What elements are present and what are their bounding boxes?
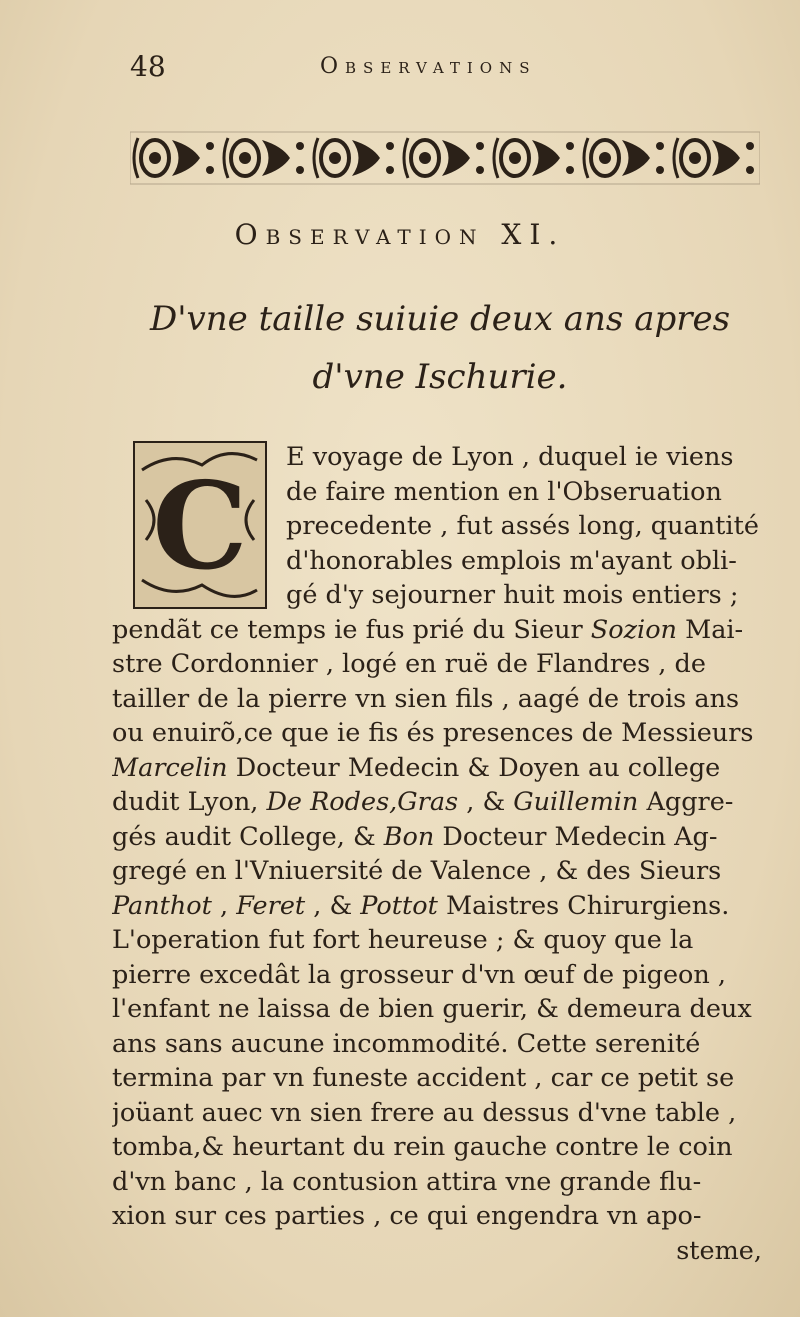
text-line: ans sans aucune incommodité. Cette serenité bbox=[112, 1028, 701, 1059]
text-line: ou enuirõ,ce que ie fis és presences de Messieurs bbox=[112, 718, 754, 748]
text-line: precedente , fut assés long, quantité bbox=[286, 511, 759, 541]
text-line: Marcelin Docteur Medecin & Doyen au college bbox=[112, 752, 721, 783]
text-line: pierre excedât la grosseur d'vn œuf de pigeon , bbox=[112, 959, 727, 990]
subtitle-line-2: d'vne Ischurie. bbox=[312, 357, 568, 397]
text-line: gé d'y sejourner huit mois entiers ; bbox=[286, 580, 739, 610]
text-line: stre Cordonnier , logé en ruë de Flandres , de bbox=[112, 649, 706, 679]
floral-headband-ornament bbox=[130, 128, 760, 188]
text-line: L'operation fut fort heureuse ; & quoy que la bbox=[112, 925, 694, 955]
text-line: d'honorables emplois m'ayant obli- bbox=[286, 545, 737, 576]
body-text bbox=[112, 440, 762, 1268]
running-head bbox=[130, 48, 740, 88]
text-line: pendãt ce temps ie fus prié du Sieur Sozion Mai- bbox=[112, 614, 744, 645]
observation-heading: Observation XI. bbox=[234, 218, 566, 251]
text-line: tailler de la pierre vn sien fils , aagé de trois ans bbox=[112, 683, 740, 714]
text-line: E voyage de Lyon , duquel ie viens bbox=[286, 442, 734, 472]
text-line: steme, bbox=[676, 1235, 762, 1266]
text-line: joüant auec vn sien frere au dessus d'vne table , bbox=[112, 1097, 737, 1128]
text-line: termina par vn funeste accident , car ce petit se bbox=[112, 1063, 735, 1093]
drop-cap-letter: C bbox=[152, 456, 248, 597]
text-line: gés audit College, & Bon Docteur Medecin Ag- bbox=[112, 821, 718, 852]
page-number: 48 bbox=[130, 50, 166, 83]
text-line: Panthot , Feret , & Pottot Maistres Chirurgiens. bbox=[112, 890, 730, 921]
running-title: Observations bbox=[320, 54, 537, 79]
subtitle-line-1: D'vne taille suiuie deux ans apres bbox=[149, 299, 731, 339]
text-line: gregé en l'Vniuersité de Valence , & des Sieurs bbox=[112, 856, 722, 886]
text-line: d'vn banc , la contusion attira vne grande flu- bbox=[112, 1166, 702, 1197]
text-line: xion sur ces parties , ce qui engendra vn apo- bbox=[112, 1201, 702, 1231]
text-line: l'enfant ne laissa de bien guerir, & demeura deux bbox=[112, 994, 752, 1024]
text-line: dudit Lyon, De Rodes,Gras , & Guillemin Aggre- bbox=[112, 787, 734, 817]
text-line: tomba,& heurtant du rein gauche contre le coin bbox=[112, 1132, 733, 1162]
text-line: de faire mention en l'Obseruation bbox=[286, 476, 722, 507]
observation-subtitle bbox=[120, 290, 760, 406]
